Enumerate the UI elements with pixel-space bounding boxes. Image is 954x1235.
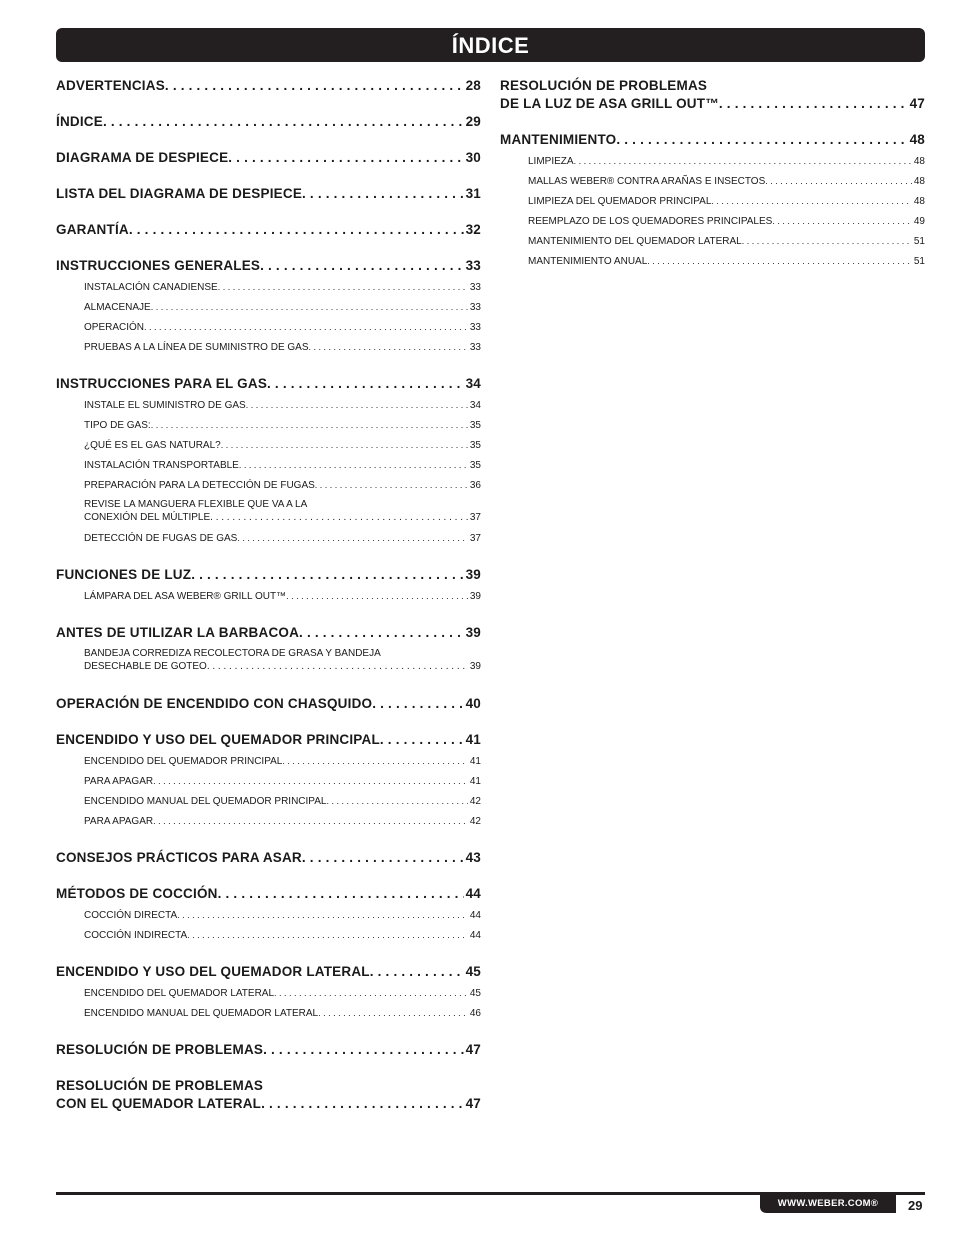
toc-entry-title: INSTRUCCIONES GENERALES [56,258,261,273]
toc-subentry-title: LIMPIEZA DEL QUEMADOR PRINCIPAL [528,196,712,207]
dot-leader [239,455,468,476]
toc-section [56,625,481,677]
toc-entry-page: 44 [465,886,481,901]
toc-entry[interactable] [56,1096,481,1111]
toc-subentry[interactable] [84,395,481,415]
dot-leader [711,191,912,212]
toc-entry[interactable] [56,1042,481,1057]
dot-leader [772,211,912,232]
toc-entry[interactable] [56,696,481,711]
dot-leader [647,251,912,272]
toc-entry-title: DE LA LUZ DE ASA GRILL OUT™ [500,96,719,111]
dot-leader [282,751,468,772]
dot-leader [153,771,468,792]
dot-leader [299,625,464,640]
dot-leader [260,258,463,273]
toc-subentry-page: 33 [469,282,481,293]
dot-leader [191,567,463,582]
toc-subentry[interactable] [528,171,925,191]
footer-url[interactable]: WWW.WEBER.COM® [777,1198,879,1209]
toc-subentry[interactable] [84,586,481,606]
toc-subentry-page: 44 [469,930,481,941]
dot-leader [742,231,912,252]
toc-subentry-title: LÁMPARA DEL ASA WEBER® GRILL OUT™ [84,591,287,602]
toc-subentry-title: ENCENDIDO DEL QUEMADOR PRINCIPAL [84,756,283,767]
toc-entry-title: GARANTÍA [56,222,129,237]
toc-subentry-title: OPERACIÓN [84,322,145,333]
dot-leader [380,732,464,747]
toc-entry[interactable] [56,150,481,165]
toc-entry[interactable] [56,222,481,237]
toc-subentry-page: 42 [469,796,481,807]
page-title: ÍNDICE [451,33,530,58]
toc-subentries [84,751,481,831]
toc-section [56,376,481,548]
toc-subentry-title: PARA APAGAR [84,776,154,787]
toc-entry-page: 32 [465,222,481,237]
toc-entry[interactable] [56,625,481,640]
toc-entry[interactable] [56,258,481,273]
toc-subentry-title: INSTALE EL SUMINISTRO DE GAS [84,400,246,411]
toc-subentry-title: COCCIÓN INDIRECTA [84,930,188,941]
dot-leader [274,983,468,1004]
toc-entry-title: INSTRUCCIONES PARA EL GAS [56,376,268,391]
dot-leader [246,395,468,416]
dot-leader [286,586,468,607]
toc-subentry-line1: BANDEJA CORREDIZA RECOLECTORA DE GRASA Y BANDEJA [84,648,381,659]
page-number: 29 [908,1198,923,1213]
toc-entry[interactable] [56,78,481,93]
dot-leader [237,528,468,549]
toc-section [56,732,481,831]
toc-section [56,258,481,357]
toc-entry[interactable] [56,732,481,747]
toc-subentry-title: ENCENDIDO DEL QUEMADOR LATERAL [84,988,275,999]
toc-subentry[interactable] [528,251,925,271]
toc-subentry-page: 33 [469,302,481,313]
dot-leader [309,337,468,358]
toc-entry-page: 40 [465,696,481,711]
toc-subentry-title: MALLAS WEBER® CONTRA ARAÑAS E INSECTOS [528,176,766,187]
dot-leader [218,277,468,298]
toc-subentry-page: 48 [913,156,925,167]
dot-leader [153,811,468,832]
toc-subentry[interactable] [84,455,481,475]
toc-entry[interactable] [500,132,925,147]
toc-subentry[interactable] [84,435,481,455]
toc-left-column [56,78,481,1111]
toc-subentries [528,151,925,271]
toc-subentry[interactable] [84,511,481,524]
toc-subentry-page: 37 [469,533,481,544]
toc-entry-page: 47 [465,1042,481,1057]
toc-entry-title: ENCENDIDO Y USO DEL QUEMADOR LATERAL [56,964,370,979]
dot-leader [370,964,464,979]
toc-entry-line1[interactable]: RESOLUCIÓN DE PROBLEMAS [500,78,708,93]
toc-entry-title: MANTENIMIENTO [500,132,617,147]
toc-subentry-page: 49 [913,216,925,227]
toc-entry-page: 45 [465,964,481,979]
toc-entry-title: ADVERTENCIAS [56,78,165,93]
toc-subentries [84,644,481,677]
toc-subentry[interactable] [84,277,481,297]
toc-subentries [84,983,481,1023]
toc-subentries [84,905,481,945]
toc-entry[interactable] [56,567,481,582]
toc-subentries [84,586,481,606]
toc-right-column [500,78,925,271]
toc-section [56,964,481,1023]
toc-subentry-title: INSTALACIÓN TRANSPORTABLE [84,460,239,471]
toc-subentry-title: LIMPIEZA [528,156,574,167]
dot-leader [129,222,464,237]
toc-subentry[interactable] [528,191,925,211]
toc-subentry[interactable] [84,528,481,548]
toc-entry-line1[interactable]: RESOLUCIÓN DE PROBLEMAS [56,1078,264,1093]
toc-subentry-page: 33 [469,322,481,333]
toc-section [500,132,925,271]
dot-leader [616,132,907,147]
toc-entry-page: 48 [909,132,925,147]
dot-leader [302,850,464,865]
toc-entry-title: FUNCIONES DE LUZ [56,567,192,582]
toc-entry[interactable] [56,376,481,391]
toc-section [56,1042,481,1057]
toc-entry[interactable] [56,886,481,901]
toc-subentry[interactable] [528,231,925,251]
toc-subentry[interactable] [84,1003,481,1023]
toc-subentry[interactable] [84,791,481,811]
toc-entry-title: ÍNDICE [56,114,103,129]
toc-subentry-page: 41 [469,756,481,767]
toc-entry-title: MÉTODOS DE COCCIÓN [56,886,218,901]
toc-subentry[interactable] [84,475,481,495]
dot-leader [318,1003,468,1024]
toc-subentry[interactable] [84,925,481,945]
toc-subentry[interactable] [84,905,481,925]
toc-subentry-page: 35 [469,440,481,451]
dot-leader [263,1042,463,1057]
toc-section [56,886,481,945]
toc-subentry-page: 48 [913,196,925,207]
toc-section [56,1078,481,1111]
toc-subentry-page: 37 [469,512,481,523]
toc-subentry-page: 42 [469,816,481,827]
toc-subentry-page: 35 [469,420,481,431]
toc-subentry-page: 41 [469,776,481,787]
toc-section [56,696,481,711]
toc-subentry-page: 36 [469,480,481,491]
toc-subentry[interactable] [84,660,481,673]
toc-entry[interactable] [56,964,481,979]
toc-subentry-title: INSTALACIÓN CANADIENSE [84,282,218,293]
toc-subentry-page: 44 [469,910,481,921]
toc-subentry-title: MANTENIMIENTO DEL QUEMADOR LATERAL [528,236,742,247]
toc-subentry[interactable] [84,337,481,357]
toc-entry-page: 29 [465,114,481,129]
toc-subentry-page: 39 [469,591,481,602]
toc-entry-title: CONSEJOS PRÁCTICOS PARA ASAR [56,850,302,865]
toc-subentry-page: 33 [469,342,481,353]
dot-leader [165,78,464,93]
dot-leader [151,415,468,436]
toc-section [56,114,481,129]
toc-subentry-title: DESECHABLE DE GOTEO [84,661,207,672]
footer-url-badge [760,1195,896,1213]
toc-subentry-title: ENCENDIDO MANUAL DEL QUEMADOR PRINCIPAL [84,796,327,807]
toc-section [56,150,481,165]
toc-entry-page: 47 [465,1096,481,1111]
toc-subentry[interactable] [84,751,481,771]
toc-entry-title: OPERACIÓN DE ENCENDIDO CON CHASQUIDO [56,696,373,711]
toc-subentry-title: PRUEBAS A LA LÍNEA DE SUMINISTRO DE GAS [84,342,309,353]
dot-leader [144,317,468,338]
toc-subentry-title: TIPO DE GAS: [84,420,151,431]
toc-subentry[interactable] [84,811,481,831]
dot-leader [151,297,468,318]
dot-leader [302,186,464,201]
dot-leader [574,151,912,172]
toc-entry-page: 30 [465,150,481,165]
toc-subentry-page: 34 [469,400,481,411]
toc-entry[interactable] [56,114,481,129]
dot-leader [218,886,464,901]
toc-entry-page: 39 [465,625,481,640]
dot-leader [103,114,464,129]
toc-subentry-page: 39 [469,661,481,672]
toc-entry-page: 34 [465,376,481,391]
toc-entry-title: CON EL QUEMADOR LATERAL [56,1096,262,1111]
toc-subentry-page: 51 [913,236,925,247]
dot-leader [207,660,468,673]
toc-subentries [84,395,481,548]
toc-entry-page: 33 [465,258,481,273]
toc-subentry-page: 48 [913,176,925,187]
toc-subentry-title: PREPARACIÓN PARA LA DETECCIÓN DE FUGAS [84,480,315,491]
dot-leader [719,96,908,111]
toc-entry-title: ANTES DE UTILIZAR LA BARBACOA [56,625,300,640]
toc-subentry-page: 46 [469,1008,481,1019]
toc-section [56,850,481,865]
toc-entry-title: ENCENDIDO Y USO DEL QUEMADOR PRINCIPAL [56,732,380,747]
toc-section [56,567,481,606]
toc-section [56,186,481,201]
toc-subentry-line1: REVISE LA MANGUERA FLEXIBLE QUE VA A LA [84,499,308,510]
toc-subentries [84,277,481,357]
toc-entry-page: 47 [909,96,925,111]
toc-subentry-title: REEMPLAZO DE LOS QUEMADORES PRINCIPALES [528,216,773,227]
toc-subentry-multiline[interactable] [84,644,481,677]
dot-leader [228,150,463,165]
toc-subentry[interactable] [528,151,925,171]
dot-leader [267,376,464,391]
toc-entry-page: 43 [465,850,481,865]
dot-leader [261,1096,463,1111]
toc-subentry[interactable] [84,771,481,791]
toc-subentry-title: ALMACENAJE [84,302,151,313]
toc-section [500,78,925,111]
dot-leader [221,435,468,456]
dot-leader [210,511,468,524]
toc-subentry-title: CONEXIÓN DEL MÚLTIPLE [84,512,211,523]
toc-subentry-title: DETECCIÓN DE FUGAS DE GAS [84,533,238,544]
toc-entry[interactable] [56,850,481,865]
toc-subentry[interactable] [84,415,481,435]
toc-subentry-multiline[interactable] [84,495,481,528]
toc-entry[interactable] [56,186,481,201]
toc-section [56,222,481,237]
toc-subentry[interactable] [84,297,481,317]
dot-leader [765,171,912,192]
toc-entry-page: 28 [465,78,481,93]
dot-leader [372,696,463,711]
toc-subentry[interactable] [84,317,481,337]
toc-subentry-title: ENCENDIDO MANUAL DEL QUEMADOR LATERAL [84,1008,319,1019]
dot-leader [187,925,468,946]
dot-leader [326,791,467,812]
toc-subentry[interactable] [528,211,925,231]
toc-entry[interactable] [500,96,925,111]
toc-subentry-title: MANTENIMIENTO ANUAL [528,256,648,267]
toc-subentry-page: 35 [469,460,481,471]
toc-entry-title: LISTA DEL DIAGRAMA DE DESPIECE [56,186,303,201]
toc-subentry[interactable] [84,983,481,1003]
toc-subentry-page: 51 [913,256,925,267]
dot-leader [177,905,468,926]
toc-entry-page: 39 [465,567,481,582]
toc-subentry-title: ¿QUÉ ES EL GAS NATURAL? [84,440,221,451]
toc-entry-page: 31 [465,186,481,201]
toc-subentry-title: PARA APAGAR [84,816,154,827]
toc-entry-title: DIAGRAMA DE DESPIECE [56,150,229,165]
title-bar [56,28,925,62]
toc-subentry-page: 45 [469,988,481,999]
toc-entry-page: 41 [465,732,481,747]
toc-section [56,78,481,93]
dot-leader [315,475,468,496]
toc-subentry-title: COCCIÓN DIRECTA [84,910,178,921]
toc-entry-title: RESOLUCIÓN DE PROBLEMAS [56,1042,264,1057]
